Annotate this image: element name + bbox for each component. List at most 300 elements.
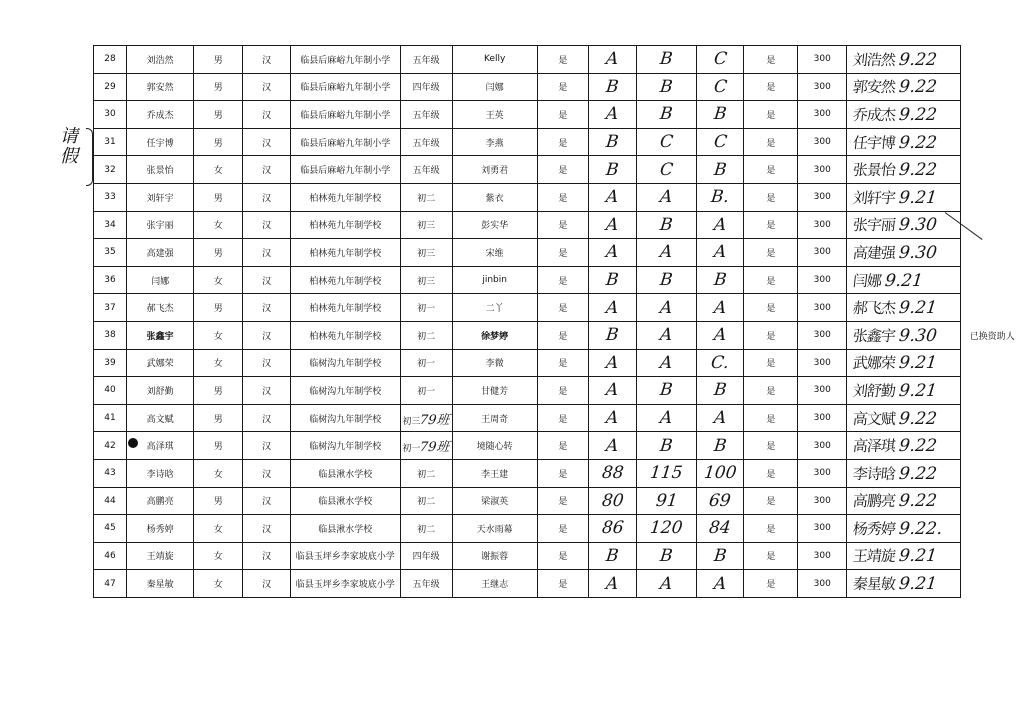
handwritten-score-3: B xyxy=(712,159,728,180)
sponsor-cell: 李燕 xyxy=(452,128,537,156)
amount-cell: 300 xyxy=(798,459,847,487)
table-row xyxy=(94,239,1024,267)
sponsor-cell: 境随心转 xyxy=(452,432,537,460)
score-1 xyxy=(588,183,637,211)
row-number: 30 xyxy=(94,101,127,129)
score-3 xyxy=(696,377,744,405)
gender-cell: 女 xyxy=(194,266,243,294)
confirm-flag: 是 xyxy=(744,266,798,294)
handwritten-score-1: B xyxy=(605,76,620,97)
handwritten-signature: 闫娜 xyxy=(852,271,883,290)
handwritten-score-3: B xyxy=(712,545,728,566)
handwritten-date: 9.22 xyxy=(898,104,939,125)
score-2 xyxy=(637,570,696,598)
grade-cell: 初一 xyxy=(400,294,452,322)
grade-cell: 五年级 xyxy=(400,101,452,129)
score-3 xyxy=(696,515,744,543)
school-cell: 柏林苑九年制学校 xyxy=(290,211,400,239)
handwritten-score-1: B xyxy=(605,545,620,566)
school-cell: 临县玉坪乡李家坡底小学 xyxy=(290,542,400,570)
handwritten-date: 9.30 xyxy=(898,215,939,236)
sponsor-cell: 天水雨幕 xyxy=(452,515,537,543)
note-cell xyxy=(961,515,1024,543)
sponsor-cell: 刘勇君 xyxy=(452,156,537,184)
signature-cell xyxy=(847,128,961,156)
sponsorship-roster-table xyxy=(93,45,1024,598)
handwritten-date: 9.22 xyxy=(898,49,939,70)
handwritten-score-2: B xyxy=(659,104,674,125)
grade-cell: 初三 xyxy=(400,211,452,239)
enrolled-flag: 是 xyxy=(537,459,588,487)
handwritten-signature: 张鑫宇 xyxy=(852,326,897,345)
enrolled-flag: 是 xyxy=(537,515,588,543)
grade-cell: 四年级 xyxy=(400,73,452,101)
score-1 xyxy=(588,570,637,598)
school-cell: 临县湫水学校 xyxy=(290,515,400,543)
table-row xyxy=(94,321,1024,349)
score-3 xyxy=(696,128,744,156)
sponsor-cell: 王英 xyxy=(452,101,537,129)
note-cell xyxy=(961,128,1024,156)
handwritten-score-1: A xyxy=(605,352,620,373)
student-name: 郝飞杰 xyxy=(127,294,194,322)
handwritten-score-1: A xyxy=(605,49,620,70)
signature-cell xyxy=(847,211,961,239)
table-row xyxy=(94,128,1024,156)
row-number: 32 xyxy=(94,156,127,184)
amount-cell: 300 xyxy=(798,294,847,322)
confirm-flag: 是 xyxy=(744,294,798,322)
student-name: 张鑫宇 xyxy=(127,321,194,349)
handwritten-score-3: A xyxy=(712,325,728,346)
note-cell xyxy=(961,487,1024,515)
confirm-flag: 是 xyxy=(744,404,798,432)
ethnicity-cell: 汉 xyxy=(243,73,290,101)
enrolled-flag: 是 xyxy=(537,266,588,294)
enrolled-flag: 是 xyxy=(537,349,588,377)
school-cell: 临县后麻峪九年制小学 xyxy=(290,73,400,101)
note-cell xyxy=(961,239,1024,267)
sponsor-cell: 闫娜 xyxy=(452,73,537,101)
handwritten-score-1: A xyxy=(605,104,620,125)
handwritten-signature: 高建强 xyxy=(852,243,897,262)
gender-cell: 女 xyxy=(194,211,243,239)
confirm-flag: 是 xyxy=(744,183,798,211)
side-note-char: 假 xyxy=(60,146,78,167)
score-1 xyxy=(588,321,637,349)
confirm-flag: 是 xyxy=(744,73,798,101)
handwritten-score-2: A xyxy=(659,408,674,429)
handwritten-score-2: 115 xyxy=(649,463,684,484)
gender-cell: 女 xyxy=(194,542,243,570)
row-number: 36 xyxy=(94,266,127,294)
confirm-flag: 是 xyxy=(744,211,798,239)
student-name: 高泽琪 xyxy=(127,432,194,460)
school-cell: 临县湫水学校 xyxy=(290,459,400,487)
enrolled-flag: 是 xyxy=(537,377,588,405)
signature-cell xyxy=(847,73,961,101)
grade-cell: 初一 xyxy=(400,377,452,405)
gender-cell: 女 xyxy=(194,349,243,377)
ethnicity-cell: 汉 xyxy=(243,459,290,487)
score-1 xyxy=(588,542,637,570)
school-cell: 柏林苑九年制学校 xyxy=(290,294,400,322)
table-row xyxy=(94,349,1024,377)
handwritten-score-3: A xyxy=(712,408,728,429)
grade-text: 初三 xyxy=(402,416,421,427)
gender-cell: 男 xyxy=(194,432,243,460)
student-name: 王靖旋 xyxy=(127,542,194,570)
grade-cell: 初二 xyxy=(400,487,452,515)
score-1 xyxy=(588,377,637,405)
gender-cell: 男 xyxy=(194,487,243,515)
student-name: 乔成杰 xyxy=(127,101,194,129)
ethnicity-cell: 汉 xyxy=(243,156,290,184)
score-1 xyxy=(588,349,637,377)
handwritten-score-3: A xyxy=(712,573,728,594)
table-row xyxy=(94,156,1024,184)
note-cell xyxy=(961,156,1024,184)
sponsor-cell: 李微 xyxy=(452,349,537,377)
handwritten-date: 9.22 xyxy=(898,132,939,153)
score-3 xyxy=(696,349,744,377)
school-cell: 临县后麻峪九年制小学 xyxy=(290,128,400,156)
handwritten-score-3: C xyxy=(712,49,728,70)
enrolled-flag: 是 xyxy=(537,404,588,432)
table-body xyxy=(94,46,1024,598)
handwritten-score-1: A xyxy=(605,187,620,208)
handwritten-score-3: C xyxy=(712,132,728,153)
grade-cell: 五年级 xyxy=(400,156,452,184)
school-cell: 临县后麻峪九年制小学 xyxy=(290,156,400,184)
score-3 xyxy=(696,239,744,267)
score-1 xyxy=(588,432,637,460)
score-2 xyxy=(637,542,696,570)
grade-cell xyxy=(400,404,452,432)
confirm-flag: 是 xyxy=(744,349,798,377)
handwritten-score-1: A xyxy=(605,380,620,401)
sponsor-cell: 王周奇 xyxy=(452,404,537,432)
row-number: 44 xyxy=(94,487,127,515)
score-3 xyxy=(696,183,744,211)
amount-cell: 300 xyxy=(798,570,847,598)
score-3 xyxy=(696,570,744,598)
confirm-flag: 是 xyxy=(744,321,798,349)
handwritten-score-2: A xyxy=(659,352,674,373)
handwritten-signature: 张宇丽 xyxy=(852,216,897,235)
score-1 xyxy=(588,211,637,239)
score-2 xyxy=(637,377,696,405)
note-cell xyxy=(961,377,1024,405)
enrolled-flag: 是 xyxy=(537,432,588,460)
ethnicity-cell: 汉 xyxy=(243,294,290,322)
note-cell xyxy=(961,459,1024,487)
score-1 xyxy=(588,266,637,294)
signature-cell xyxy=(847,101,961,129)
handwritten-signature: 高泽琪 xyxy=(852,437,897,456)
enrolled-flag: 是 xyxy=(537,46,588,74)
row-number: 39 xyxy=(94,349,127,377)
handwritten-brace xyxy=(86,128,93,186)
score-2 xyxy=(637,73,696,101)
school-cell: 柏林苑九年制学校 xyxy=(290,321,400,349)
handwritten-score-2: 91 xyxy=(654,490,679,511)
handwritten-score-1: 86 xyxy=(600,518,625,539)
score-1 xyxy=(588,459,637,487)
signature-cell xyxy=(847,321,961,349)
handwritten-score-2: B xyxy=(659,545,674,566)
note-cell xyxy=(961,570,1024,598)
amount-cell: 300 xyxy=(798,487,847,515)
school-cell: 临树沟九年制学校 xyxy=(290,432,400,460)
handwritten-score-1: 88 xyxy=(600,463,625,484)
grade-cell: 初二 xyxy=(400,515,452,543)
note-cell xyxy=(961,404,1024,432)
handwritten-signature: 刘舒勤 xyxy=(852,381,897,400)
school-cell: 柏林苑九年制学校 xyxy=(290,183,400,211)
sponsor-cell: 紫衣 xyxy=(452,183,537,211)
table-row xyxy=(94,101,1024,129)
score-2 xyxy=(637,487,696,515)
grade-cell: 初一 xyxy=(400,349,452,377)
row-number: 38 xyxy=(94,321,127,349)
signature-cell xyxy=(847,515,961,543)
handwritten-date: 9.21 xyxy=(898,546,939,567)
row-number: 45 xyxy=(94,515,127,543)
enrolled-flag: 是 xyxy=(537,542,588,570)
handwritten-score-3: A xyxy=(712,242,728,263)
score-2 xyxy=(637,128,696,156)
student-name: 高文赋 xyxy=(127,404,194,432)
amount-cell: 300 xyxy=(798,211,847,239)
school-cell: 临县湫水学校 xyxy=(290,487,400,515)
gender-cell: 男 xyxy=(194,404,243,432)
handwritten-signature: 任宇博 xyxy=(852,133,897,152)
signature-cell xyxy=(847,349,961,377)
score-1 xyxy=(588,128,637,156)
score-3 xyxy=(696,404,744,432)
score-2 xyxy=(637,515,696,543)
handwritten-score-2: B xyxy=(659,380,674,401)
table-row xyxy=(94,404,1024,432)
ethnicity-cell: 汉 xyxy=(243,542,290,570)
row-number: 42 xyxy=(94,432,127,460)
enrolled-flag: 是 xyxy=(537,487,588,515)
score-2 xyxy=(637,156,696,184)
gender-cell: 男 xyxy=(194,128,243,156)
signature-cell xyxy=(847,487,961,515)
ethnicity-cell: 汉 xyxy=(243,183,290,211)
grade-cell: 五年级 xyxy=(400,46,452,74)
table-row xyxy=(94,377,1024,405)
handwritten-score-1: A xyxy=(605,435,620,456)
gender-cell: 男 xyxy=(194,294,243,322)
amount-cell: 300 xyxy=(798,101,847,129)
handwritten-score-1: 80 xyxy=(600,490,625,511)
handwritten-date: 9.21 xyxy=(884,270,925,291)
handwritten-signature: 乔成杰 xyxy=(852,105,897,124)
score-1 xyxy=(588,294,637,322)
handwritten-score-2: B xyxy=(659,49,674,70)
confirm-flag: 是 xyxy=(744,570,798,598)
table-row xyxy=(94,515,1024,543)
score-1 xyxy=(588,156,637,184)
row-number: 34 xyxy=(94,211,127,239)
handwritten-score-1: B xyxy=(605,325,620,346)
signature-cell xyxy=(847,294,961,322)
student-name: 武娜荣 xyxy=(127,349,194,377)
handwritten-score-3: 100 xyxy=(702,463,738,484)
ethnicity-cell: 汉 xyxy=(243,515,290,543)
signature-cell xyxy=(847,432,961,460)
score-2 xyxy=(637,46,696,74)
handwritten-date: 9.22 xyxy=(898,160,939,181)
gender-cell: 男 xyxy=(194,377,243,405)
signature-cell xyxy=(847,459,961,487)
handwritten-score-3: B xyxy=(712,104,728,125)
row-number: 35 xyxy=(94,239,127,267)
note-cell xyxy=(961,266,1024,294)
score-3 xyxy=(696,46,744,74)
row-number: 37 xyxy=(94,294,127,322)
handwritten-signature: 郭安然 xyxy=(852,78,897,97)
grade-cell: 初二 xyxy=(400,321,452,349)
ethnicity-cell: 汉 xyxy=(243,239,290,267)
sponsor-cell: 李王建 xyxy=(452,459,537,487)
handwritten-signature: 王靖旋 xyxy=(852,547,897,566)
signature-cell xyxy=(847,156,961,184)
sponsor-cell: 甘健芳 xyxy=(452,377,537,405)
score-2 xyxy=(637,349,696,377)
handwritten-score-1: A xyxy=(605,242,620,263)
signature-cell xyxy=(847,239,961,267)
school-cell: 临县玉坪乡李家坡底小学 xyxy=(290,570,400,598)
handwritten-signature: 李诗晗 xyxy=(852,464,897,483)
handwritten-date: 9.22 xyxy=(898,436,939,457)
confirm-flag: 是 xyxy=(744,459,798,487)
grade-text: 初一 xyxy=(402,444,421,455)
note-cell: 已换资助人 xyxy=(969,331,1015,342)
handwritten-score-3: B xyxy=(712,270,728,291)
confirm-flag: 是 xyxy=(744,156,798,184)
handwritten-score-2: B xyxy=(659,76,674,97)
enrolled-flag: 是 xyxy=(537,183,588,211)
score-2 xyxy=(637,294,696,322)
score-3 xyxy=(696,211,744,239)
student-name: 任宇博 xyxy=(127,128,194,156)
enrolled-flag: 是 xyxy=(537,101,588,129)
handwritten-score-3: A xyxy=(712,297,728,318)
confirm-flag: 是 xyxy=(744,46,798,74)
score-3 xyxy=(696,73,744,101)
note-cell xyxy=(961,73,1024,101)
handwritten-signature: 杨秀婷 xyxy=(852,519,897,538)
note-cell xyxy=(961,542,1024,570)
score-1 xyxy=(588,46,637,74)
score-3 xyxy=(696,101,744,129)
handwritten-score-1: A xyxy=(605,408,620,429)
ethnicity-cell: 汉 xyxy=(243,377,290,405)
student-name: 高鹏亮 xyxy=(127,487,194,515)
handwritten-score-2: C xyxy=(659,132,675,153)
note-cell xyxy=(961,101,1024,129)
handwritten-signature: 秦星敏 xyxy=(852,575,897,594)
sponsor-cell: 王继志 xyxy=(452,570,537,598)
handwritten-score-2: A xyxy=(659,297,674,318)
gender-cell: 女 xyxy=(194,515,243,543)
table-row xyxy=(94,432,1024,460)
signature-cell xyxy=(847,266,961,294)
handwritten-date: 9.30 xyxy=(898,242,939,263)
student-name: 张景怡 xyxy=(127,156,194,184)
ethnicity-cell: 汉 xyxy=(243,46,290,74)
signature-cell xyxy=(847,542,961,570)
score-2 xyxy=(637,101,696,129)
amount-cell: 300 xyxy=(798,73,847,101)
score-3 xyxy=(696,459,744,487)
handwritten-score-2: A xyxy=(659,573,674,594)
table-row xyxy=(94,183,1024,211)
handwritten-score-1: B xyxy=(605,270,620,291)
gender-cell: 女 xyxy=(194,321,243,349)
grade-cell: 四年级 xyxy=(400,542,452,570)
score-1 xyxy=(588,73,637,101)
handwritten-score-2: 120 xyxy=(649,518,684,539)
handwritten-score-1: B xyxy=(605,132,620,153)
handwritten-score-1: A xyxy=(605,214,620,235)
handwritten-date: 9.30 xyxy=(898,325,939,346)
note-cell xyxy=(961,211,1024,239)
table-row xyxy=(94,73,1024,101)
enrolled-flag: 是 xyxy=(537,73,588,101)
student-name: 刘轩宇 xyxy=(127,183,194,211)
gender-cell: 女 xyxy=(194,459,243,487)
amount-cell: 300 xyxy=(798,266,847,294)
score-3 xyxy=(696,321,744,349)
school-cell: 临树沟九年制学校 xyxy=(290,404,400,432)
handwritten-score-3: B xyxy=(712,380,728,401)
amount-cell: 300 xyxy=(798,377,847,405)
score-2 xyxy=(637,183,696,211)
gender-cell: 女 xyxy=(194,570,243,598)
amount-cell: 300 xyxy=(798,542,847,570)
table-row xyxy=(94,294,1024,322)
handwritten-score-2: C xyxy=(659,159,675,180)
note-cell xyxy=(961,432,1024,460)
school-cell: 临县后麻峪九年制小学 xyxy=(290,46,400,74)
enrolled-flag: 是 xyxy=(537,211,588,239)
score-3 xyxy=(696,542,744,570)
score-2 xyxy=(637,239,696,267)
enrolled-flag: 是 xyxy=(537,321,588,349)
signature-cell xyxy=(847,570,961,598)
grade-cell: 初三 xyxy=(400,239,452,267)
handwritten-class-note: 79班 xyxy=(419,412,451,428)
gender-cell: 男 xyxy=(194,46,243,74)
handwritten-date: 9.22 xyxy=(898,77,939,98)
handwritten-score-3: A xyxy=(712,214,728,235)
amount-cell: 300 xyxy=(798,432,847,460)
amount-cell: 300 xyxy=(798,239,847,267)
student-name: 刘浩然 xyxy=(127,46,194,74)
amount-cell: 300 xyxy=(798,321,847,349)
ethnicity-cell: 汉 xyxy=(243,487,290,515)
score-3 xyxy=(696,156,744,184)
sponsor-cell: 谢振蓉 xyxy=(452,542,537,570)
score-2 xyxy=(637,459,696,487)
gender-cell: 男 xyxy=(194,73,243,101)
enrolled-flag: 是 xyxy=(537,128,588,156)
